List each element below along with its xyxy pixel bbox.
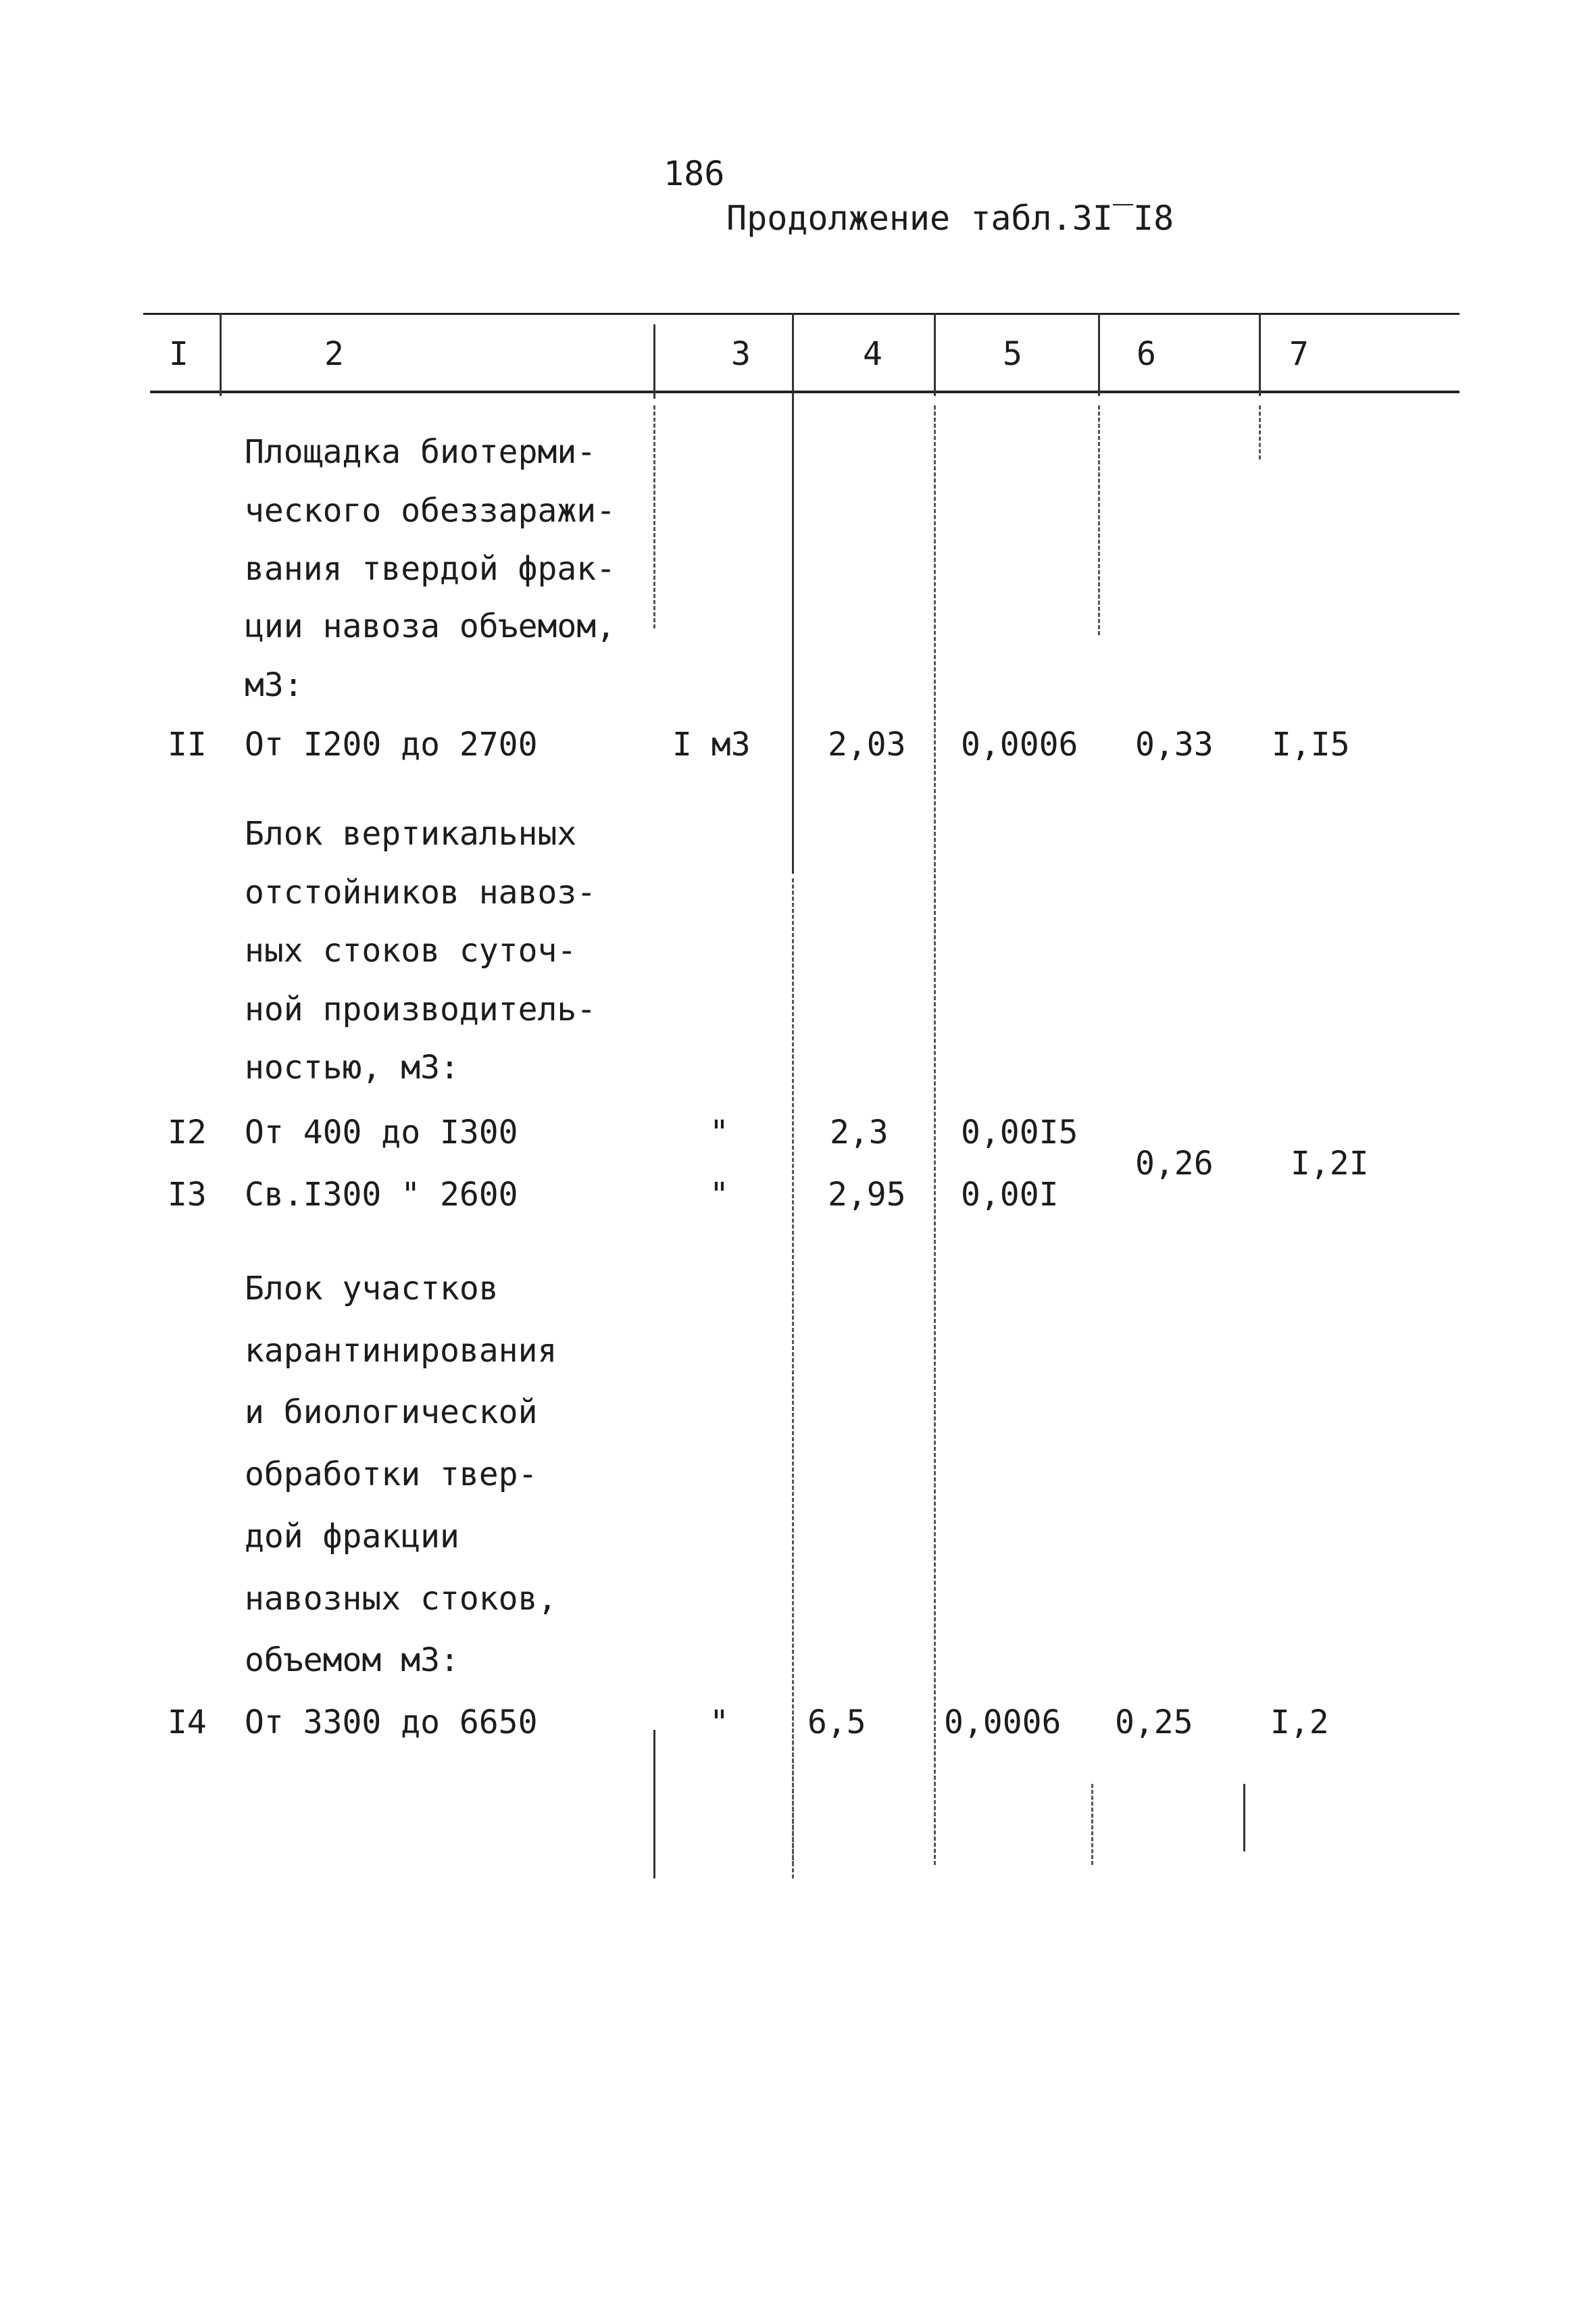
- col-header-7: 7: [1289, 335, 1309, 373]
- row-col4: 2,03: [828, 726, 906, 764]
- row-unit: ": [709, 1114, 729, 1151]
- col-header-1: I: [169, 335, 189, 373]
- group3-title-line: обработки твер-: [245, 1455, 538, 1493]
- row-number: I3: [168, 1176, 207, 1214]
- row-unit: ": [709, 1176, 729, 1214]
- col-sep-1: [220, 313, 222, 396]
- group3-title-line: Блок участков: [245, 1270, 499, 1308]
- col-sep-2-body: [653, 405, 655, 628]
- col-header-4: 4: [863, 335, 882, 373]
- col-header-3: 3: [731, 335, 751, 373]
- bottom-stub-col7: [1243, 1784, 1245, 1851]
- group1-title-line: вания твердой фрак-: [245, 550, 616, 588]
- row-name: От 3300 до 6650: [245, 1703, 538, 1741]
- group3-title-line: и биологической: [245, 1393, 538, 1431]
- group2-title-line: отстойников навоз-: [245, 874, 597, 912]
- table-top-rule: [143, 313, 1460, 315]
- row-unit: I м3: [672, 726, 751, 764]
- header-bottom-rule: [150, 391, 1460, 393]
- shared-col7: I,2I: [1291, 1145, 1369, 1183]
- group1-title-line: Площадка биотерми-: [245, 433, 597, 471]
- group1-title-line: ции навоза объемом,: [245, 607, 616, 645]
- row-col5: 0,0006: [961, 726, 1078, 764]
- col-sep-5: [1098, 313, 1100, 396]
- col-sep-4: [934, 313, 936, 396]
- row-col4: 2,3: [830, 1114, 889, 1151]
- group2-title-line: ных стоков суточ-: [245, 932, 577, 970]
- row-number: I2: [168, 1114, 207, 1151]
- row-name: От I200 до 2700: [245, 726, 538, 764]
- group2-title-line: ностью, м3:: [245, 1049, 459, 1087]
- row-col7: I,I5: [1272, 726, 1350, 764]
- col-sep-3: [792, 313, 794, 874]
- group3-title-line: навозных стоков,: [245, 1580, 557, 1618]
- bottom-stub-col3: [653, 1730, 655, 1878]
- group2-title-line: Блок вертикальных: [245, 815, 577, 853]
- col-sep-6-body: [1259, 405, 1261, 459]
- row-col4: 6,5: [807, 1703, 866, 1741]
- col-sep-5-body: [1098, 405, 1100, 635]
- group3-title-line: дой фракции: [245, 1518, 459, 1555]
- group3-title-line: карантинирования: [245, 1332, 557, 1370]
- row-unit: ": [709, 1703, 729, 1741]
- col-sep-4-body: [934, 405, 936, 1865]
- row-number: I4: [168, 1703, 207, 1741]
- shared-col6: 0,26: [1135, 1145, 1214, 1183]
- table-caption: Продолжение табл.3I‾I8: [726, 199, 1174, 238]
- row-col7: I,2: [1270, 1703, 1329, 1741]
- group1-title-line: м3:: [245, 666, 303, 704]
- row-col6: 0,33: [1135, 726, 1214, 764]
- row-name: Св.I300 " 2600: [245, 1176, 518, 1214]
- page-number: 186: [664, 154, 725, 193]
- group3-title-line: объемом м3:: [245, 1641, 459, 1679]
- bottom-stub-col6: [1091, 1784, 1093, 1865]
- col-header-2: 2: [324, 335, 344, 373]
- bottom-stub-col4: [792, 1716, 794, 1865]
- col-header-6: 6: [1137, 335, 1156, 373]
- row-col5: 0,00I: [961, 1176, 1059, 1214]
- group2-title-line: ной производитель-: [245, 991, 597, 1028]
- row-col4: 2,95: [828, 1176, 906, 1214]
- row-col5: 0,0006: [944, 1703, 1062, 1741]
- row-col5: 0,00I5: [961, 1114, 1078, 1151]
- col-header-5: 5: [1003, 335, 1022, 373]
- row-number: II: [168, 726, 207, 764]
- row-name: От 400 до I300: [245, 1114, 518, 1151]
- group1-title-line: ческого обеззаражи-: [245, 492, 616, 530]
- col-sep-6: [1259, 313, 1261, 396]
- row-col6: 0,25: [1115, 1703, 1193, 1741]
- col-sep-2: [653, 324, 655, 399]
